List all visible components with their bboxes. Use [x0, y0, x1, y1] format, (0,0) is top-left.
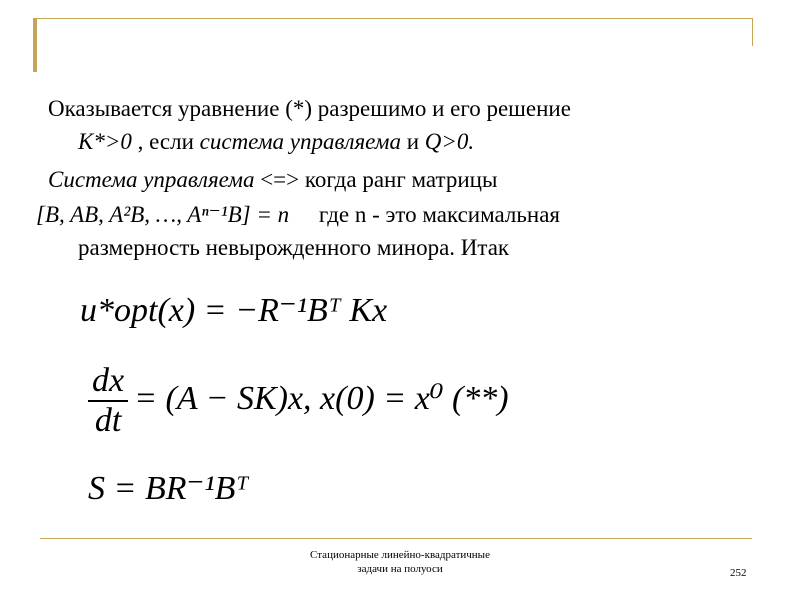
footer-line	[40, 538, 752, 539]
footer-title	[280, 548, 520, 576]
text-if: , если	[131, 129, 200, 155]
text-line2	[48, 125, 474, 158]
slide-body	[36, 92, 768, 265]
equation-u-opt: u*opt(x) = −R⁻¹Bᵀ Kx	[80, 292, 388, 329]
frame-left-bar	[33, 18, 37, 72]
text-rank: когда ранг матрицы	[304, 166, 498, 192]
paragraph-controllable	[48, 163, 768, 196]
paragraph-solution	[48, 92, 768, 159]
equation-s: S = BR⁻¹Bᵀ	[88, 470, 249, 507]
q-positive: Q>0.	[424, 129, 475, 155]
text-and: и	[400, 129, 425, 155]
controllability-matrix: [B, AB, A²B, …, Aⁿ⁻¹B] = n	[36, 202, 290, 228]
equation-dynamics	[88, 362, 509, 440]
page-number: 252	[730, 567, 747, 579]
text-controllable: система управляема	[199, 129, 401, 155]
text-equivalent: <=>	[254, 166, 305, 192]
paragraph-matrix	[36, 198, 768, 265]
equation-dynamics-rest: = (A − SK)x, x(0) = x⁰ (**)	[134, 379, 509, 417]
frame-right-line	[752, 18, 753, 46]
fraction-denominator: dt	[94, 402, 122, 439]
text-system-controllable: Система управляема	[48, 166, 255, 192]
text-line5: размерность невырожденного минора. Итак	[78, 235, 510, 261]
fraction-numerator: dx	[88, 362, 128, 402]
footer-title-line2: задачи на полуоси	[357, 563, 443, 575]
text-line1: Оказывается уравнение (*) разрешимо и его решение	[48, 96, 571, 121]
footer-title-line1: Стационарные линейно-квадратичные	[310, 549, 490, 561]
text-where-n: где n - это максимальная	[318, 202, 560, 228]
k-positive: K*>0	[78, 129, 132, 155]
frame-top-line	[33, 18, 753, 19]
fraction-dx-dt	[88, 362, 128, 440]
